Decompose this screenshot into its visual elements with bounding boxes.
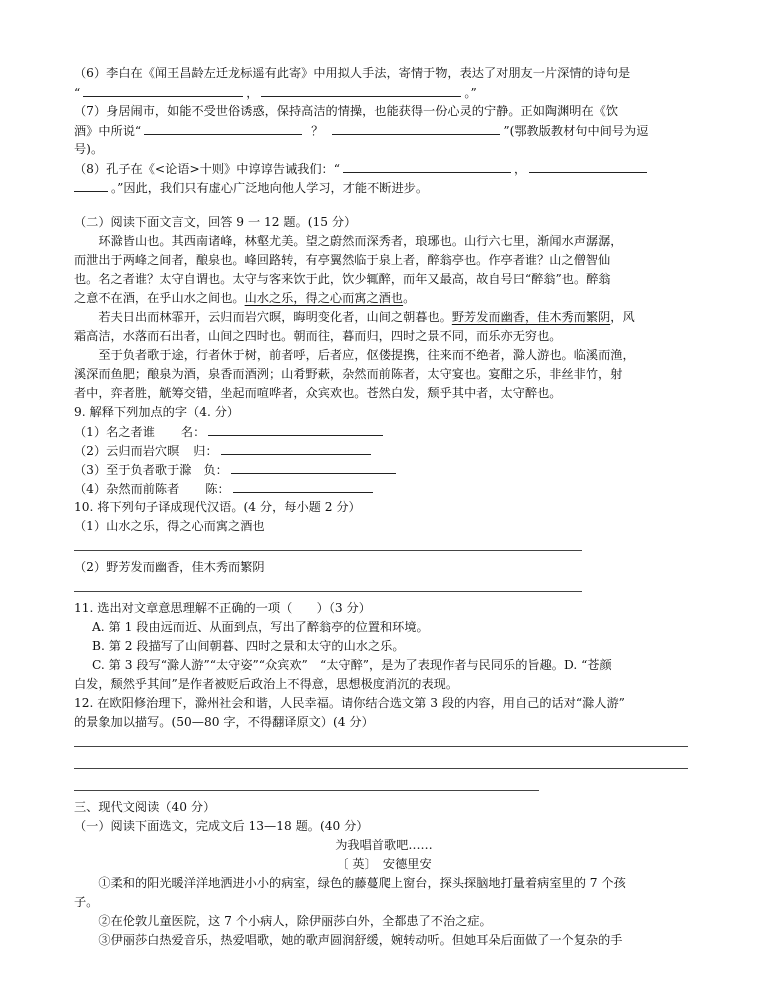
- q11-option-c[interactable]: C. 第 3 段写“滁人游”“太守姿”“众宾欢” “太守醉”，是为了表现作者与民同乐的旨趣。D. “苍颜: [92, 658, 612, 672]
- passage-line: 霜高洁，水落而石出者，山间之四时也。朝而往，暮而归，四时之景不同，而乐亦无穷也。: [74, 329, 562, 343]
- article-paragraph: 子。: [74, 895, 99, 909]
- answer-line[interactable]: [74, 754, 688, 769]
- article-title: 为我唱首歌吧……: [335, 838, 433, 852]
- q10-item: （1）山水之乐，得之心而寓之酒也: [74, 519, 265, 533]
- answer-blank[interactable]: [221, 441, 371, 455]
- q9-item: （2）云归而岩穴暝 归：: [74, 441, 694, 460]
- passage-line: 若夫日出而林霏开，云归而岩穴暝，晦明变化者，山间之朝暮也。野芳发而幽香，佳木秀而繁阴，风: [98, 310, 635, 324]
- answer-line[interactable]: [74, 536, 582, 551]
- section3-heading: 三、现代文阅读（40 分）: [74, 800, 216, 814]
- q12-text: 12. 在欧阳修治理下，滁州社会和谐，人民幸福。请你结合选文第 3 段的内容，用自己的话对“滁人游”: [74, 696, 625, 710]
- q11-heading: 11. 选出对文章意思理解不正确的一项（ ）（3 分）: [74, 601, 371, 615]
- answer-blank[interactable]: [343, 159, 511, 173]
- answer-blank[interactable]: [231, 460, 396, 474]
- underlined-sentence: 野芳发而幽香，佳木秀而繁阴: [451, 310, 611, 324]
- answer-blank[interactable]: [529, 159, 647, 173]
- answer-blank[interactable]: [74, 178, 108, 192]
- q11-option-a[interactable]: A. 第 1 段由远而近、从面到点，写出了醉翁亭的位置和环境。: [92, 620, 429, 634]
- q7-text-end: 号)。: [74, 142, 104, 156]
- q11-option-d[interactable]: 白发，颓然乎其间”是作者被贬后政治上不得意，思想极度消沉的表现。: [74, 677, 459, 691]
- section3-sub: （一）阅读下面选文，完成文后 13—18 题。(40 分）: [74, 819, 369, 833]
- passage-line: 溪深而鱼肥；酿泉为酒，泉香而酒洌；山肴野蔌，杂然而前陈者，太守宴也。宴酣之乐，非丝非竹，射: [74, 367, 623, 381]
- q8-answer-line: （8）孔子在《<论语>十则》中谆谆告诫我们：“ ，: [74, 159, 694, 178]
- passage-line: 而泄出于两峰之间者，酿泉也。峰回路转，有亭翼然临于泉上者，醉翁亭也。作亭者谁？山之僧智仙: [74, 253, 611, 267]
- answer-line[interactable]: [74, 577, 582, 592]
- passage-line: 之意不在酒，在乎山水之间也。山水之乐，得之心而寓之酒也。: [74, 291, 416, 305]
- q12-text: 的景象加以描写。(50—80 字，不得翻译原文）(4 分）: [74, 715, 374, 729]
- passage-line: 也。名之者谁？太守自谓也。太守与客来饮于此，饮少辄醉，而年又最高，故自号曰“醉翁”也。醉翁: [74, 272, 611, 286]
- article-paragraph: ②在伦敦儿童医院，这 7 个小病人，除伊丽莎白外，全都患了不治之症。: [98, 914, 492, 928]
- q11-option-b[interactable]: B. 第 2 段描写了山间朝暮、四时之景和太守的山水之乐。: [92, 639, 405, 653]
- q9-heading: 9. 解释下列加点的字（4. 分）: [74, 405, 240, 419]
- q9-item: （4）杂然而前陈者 陈：: [74, 479, 694, 498]
- q9-item: （1）名之者谁 名：: [74, 422, 694, 441]
- q10-item: （2）野芳发而幽香，佳木秀而繁阴: [74, 560, 265, 574]
- passage-line: 环滁皆山也。其西南诸峰，林壑尤美。望之蔚然而深秀者，琅琊也。山行六七里，渐闻水声潺潺，: [98, 234, 623, 248]
- q6-text: （6）李白在《闻王昌龄左迁龙标遥有此寄》中用拟人手法，寄情于物，表达了对朋友一片深情的诗句是: [74, 66, 631, 80]
- q7-answer-line: 酒》中所说“ ？ ”(鄂教版教材句中间号为逗: [74, 121, 694, 140]
- answer-line[interactable]: [74, 776, 539, 791]
- answer-blank[interactable]: [332, 121, 500, 135]
- answer-line[interactable]: [74, 732, 688, 747]
- q6-answer-line: “ ， 。”: [74, 83, 694, 102]
- article-paragraph: ③伊丽莎白热爱音乐，热爱唱歌，她的歌声圆润舒缓，婉转动听。但她耳朵后面做了一个复杂的手: [98, 933, 623, 947]
- article-paragraph: ①柔和的阳光暖洋洋地洒进小小的病室，绿色的藤蔓爬上窗台，探头探脑地打量着病室里的 7 个孩: [98, 876, 626, 890]
- answer-blank[interactable]: [83, 83, 243, 97]
- answer-blank[interactable]: [233, 479, 373, 493]
- answer-blank[interactable]: [208, 422, 383, 436]
- section2-heading: （二）阅读下面文言文，回答 9 一 12 题。(15 分）: [74, 215, 357, 229]
- answer-blank[interactable]: [144, 121, 302, 135]
- q9-item: （3）至于负者歌于滁 负：: [74, 460, 694, 479]
- underlined-sentence: 山水之乐，得之心而寓之酒也: [244, 291, 404, 305]
- answer-blank[interactable]: [261, 83, 461, 97]
- passage-line: 者中，弈者胜，觥筹交错，坐起而喧哗者，众宾欢也。苍然白发，颓乎其中者，太守醉也。: [74, 386, 562, 400]
- article-author: 〔 英〕 安德里安: [336, 857, 432, 871]
- q10-heading: 10. 将下列句子译成现代汉语。(4 分，每小题 2 分）: [74, 500, 361, 514]
- q8-text-end: 。”因此，我们只有虚心广泛地向他人学习，才能不断进步。: [74, 178, 694, 197]
- passage-line: 至于负者歌于途，行者休于树，前者呼，后者应，伛偻提携，往来而不绝者，滁人游也。临溪而渔，: [98, 348, 635, 362]
- q7-text: （7）身居闹市，如能不受世俗诱惑，保持高洁的情操，也能获得一份心灵的宁静。正如陶渊明在《饮: [74, 104, 619, 118]
- exam-page: [74, 64, 694, 950]
